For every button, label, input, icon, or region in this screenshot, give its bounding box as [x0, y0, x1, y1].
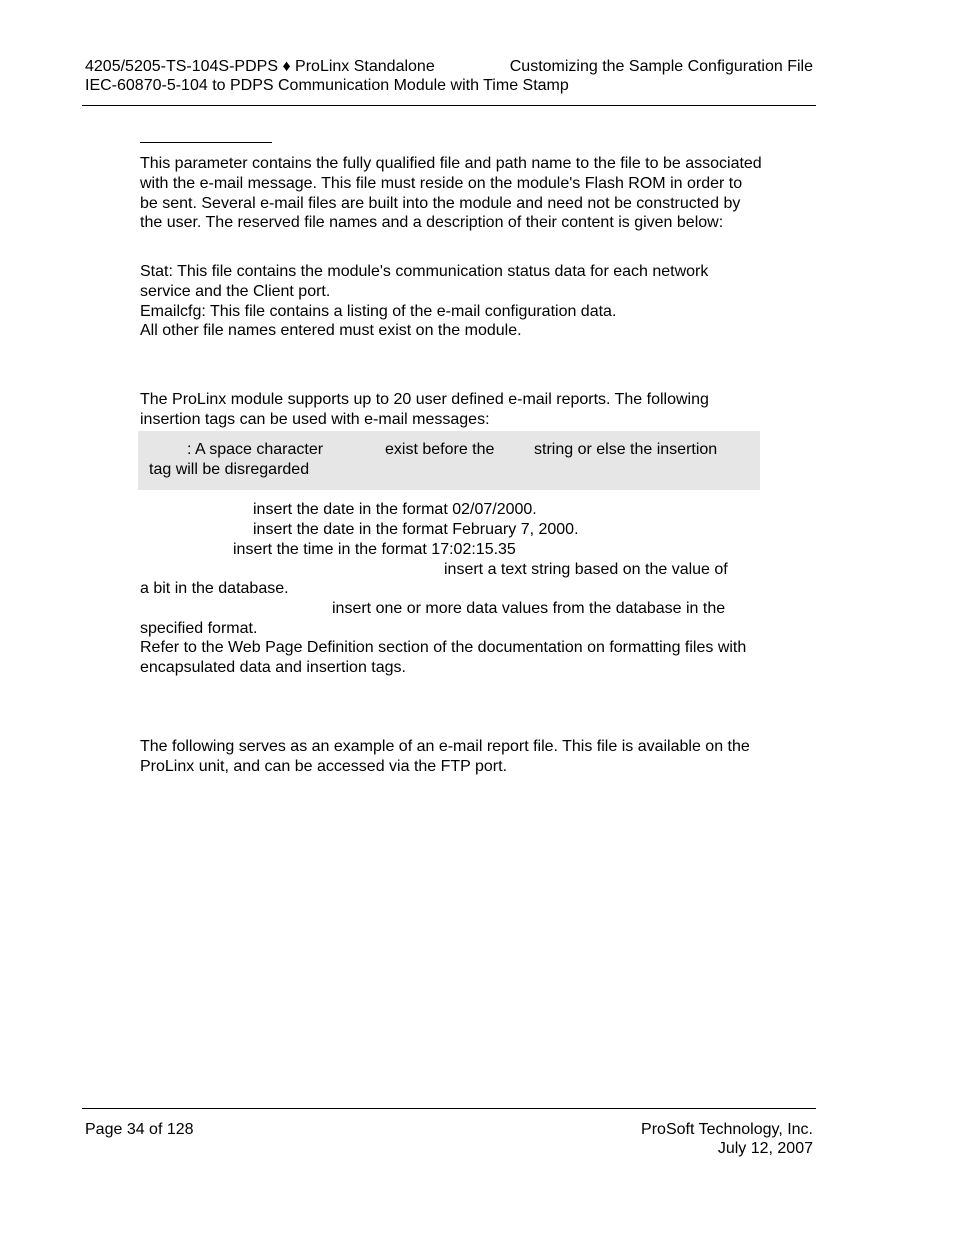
tag-time: insert the time in the format 17:02:15.35: [233, 541, 516, 558]
tag-bit-text-line1: insert a text string based on the value of: [444, 561, 728, 578]
footer-page-number: Page 34 of 128: [85, 1121, 194, 1138]
reserved-file-list: [140, 262, 762, 341]
note-text-part1: : A space character: [187, 441, 324, 458]
header-product: 4205/5205-TS-104S-PDPS ♦ ProLinx Standalone: [85, 58, 435, 75]
refer-note: [140, 638, 762, 678]
reserved-file-emailcfg: Emailcfg: This file contains a listing of the e-mail configuration data.: [140, 302, 617, 320]
footer-company: ProSoft Technology, Inc.: [641, 1121, 813, 1138]
header-rule: [82, 105, 816, 106]
example-intro: [140, 737, 762, 777]
tag-data-line1: insert one or more data values from the database in the: [332, 600, 726, 617]
tag-bit-text-line2: a bit in the database.: [140, 580, 289, 597]
attachment-description: [140, 154, 762, 233]
section-rule: [140, 142, 272, 143]
insertion-tags-intro-text: The ProLinx module supports up to 20 user defined e-mail reports. The following insertion tags can be used with e-mail messages:: [140, 391, 709, 428]
example-intro-text: The following serves as an example of an e-mail report file. This file is available on the ProLinx unit, and can be accessed via the FTP port.: [140, 738, 750, 775]
tag-date-long: insert the date in the format February 7, 2000.: [253, 521, 579, 538]
tag-data-line2: specified format.: [140, 620, 258, 637]
header-module-title: IEC-60870-5-104 to PDPS Communication Module with Time Stamp: [85, 77, 569, 94]
attachment-intro: This parameter contains the fully qualified file and path name to the file to be associated with the e-mail message. This file must reside on the module's Flash ROM in order to be sent. Several e-mail files are built into the module and need not be constructed by the user. The reserved file names and a description of their content is given below:: [140, 155, 762, 232]
tag-date-numeric: insert the date in the format 02/07/2000.: [253, 501, 537, 518]
note-text-part2: exist before the: [385, 441, 495, 458]
footer-date: July 12, 2007: [717, 1140, 813, 1157]
note-text-part4: tag will be disregarded: [149, 461, 310, 478]
header-section-title: Customizing the Sample Configuration File: [509, 58, 813, 75]
refer-note-text: Refer to the Web Page Definition section of the documentation on formatting files with encapsulated data and insertion tags.: [140, 639, 747, 676]
note-text-part3: string or else the insertion: [534, 441, 718, 458]
note-box: [138, 431, 760, 490]
insertion-tags-intro: [140, 390, 762, 430]
reserved-file-other: All other file names entered must exist on the module.: [140, 322, 522, 340]
footer-rule: [82, 1108, 816, 1109]
reserved-file-stat: Stat: This file contains the module's communication status data for each network service and the Client port.: [140, 263, 709, 300]
